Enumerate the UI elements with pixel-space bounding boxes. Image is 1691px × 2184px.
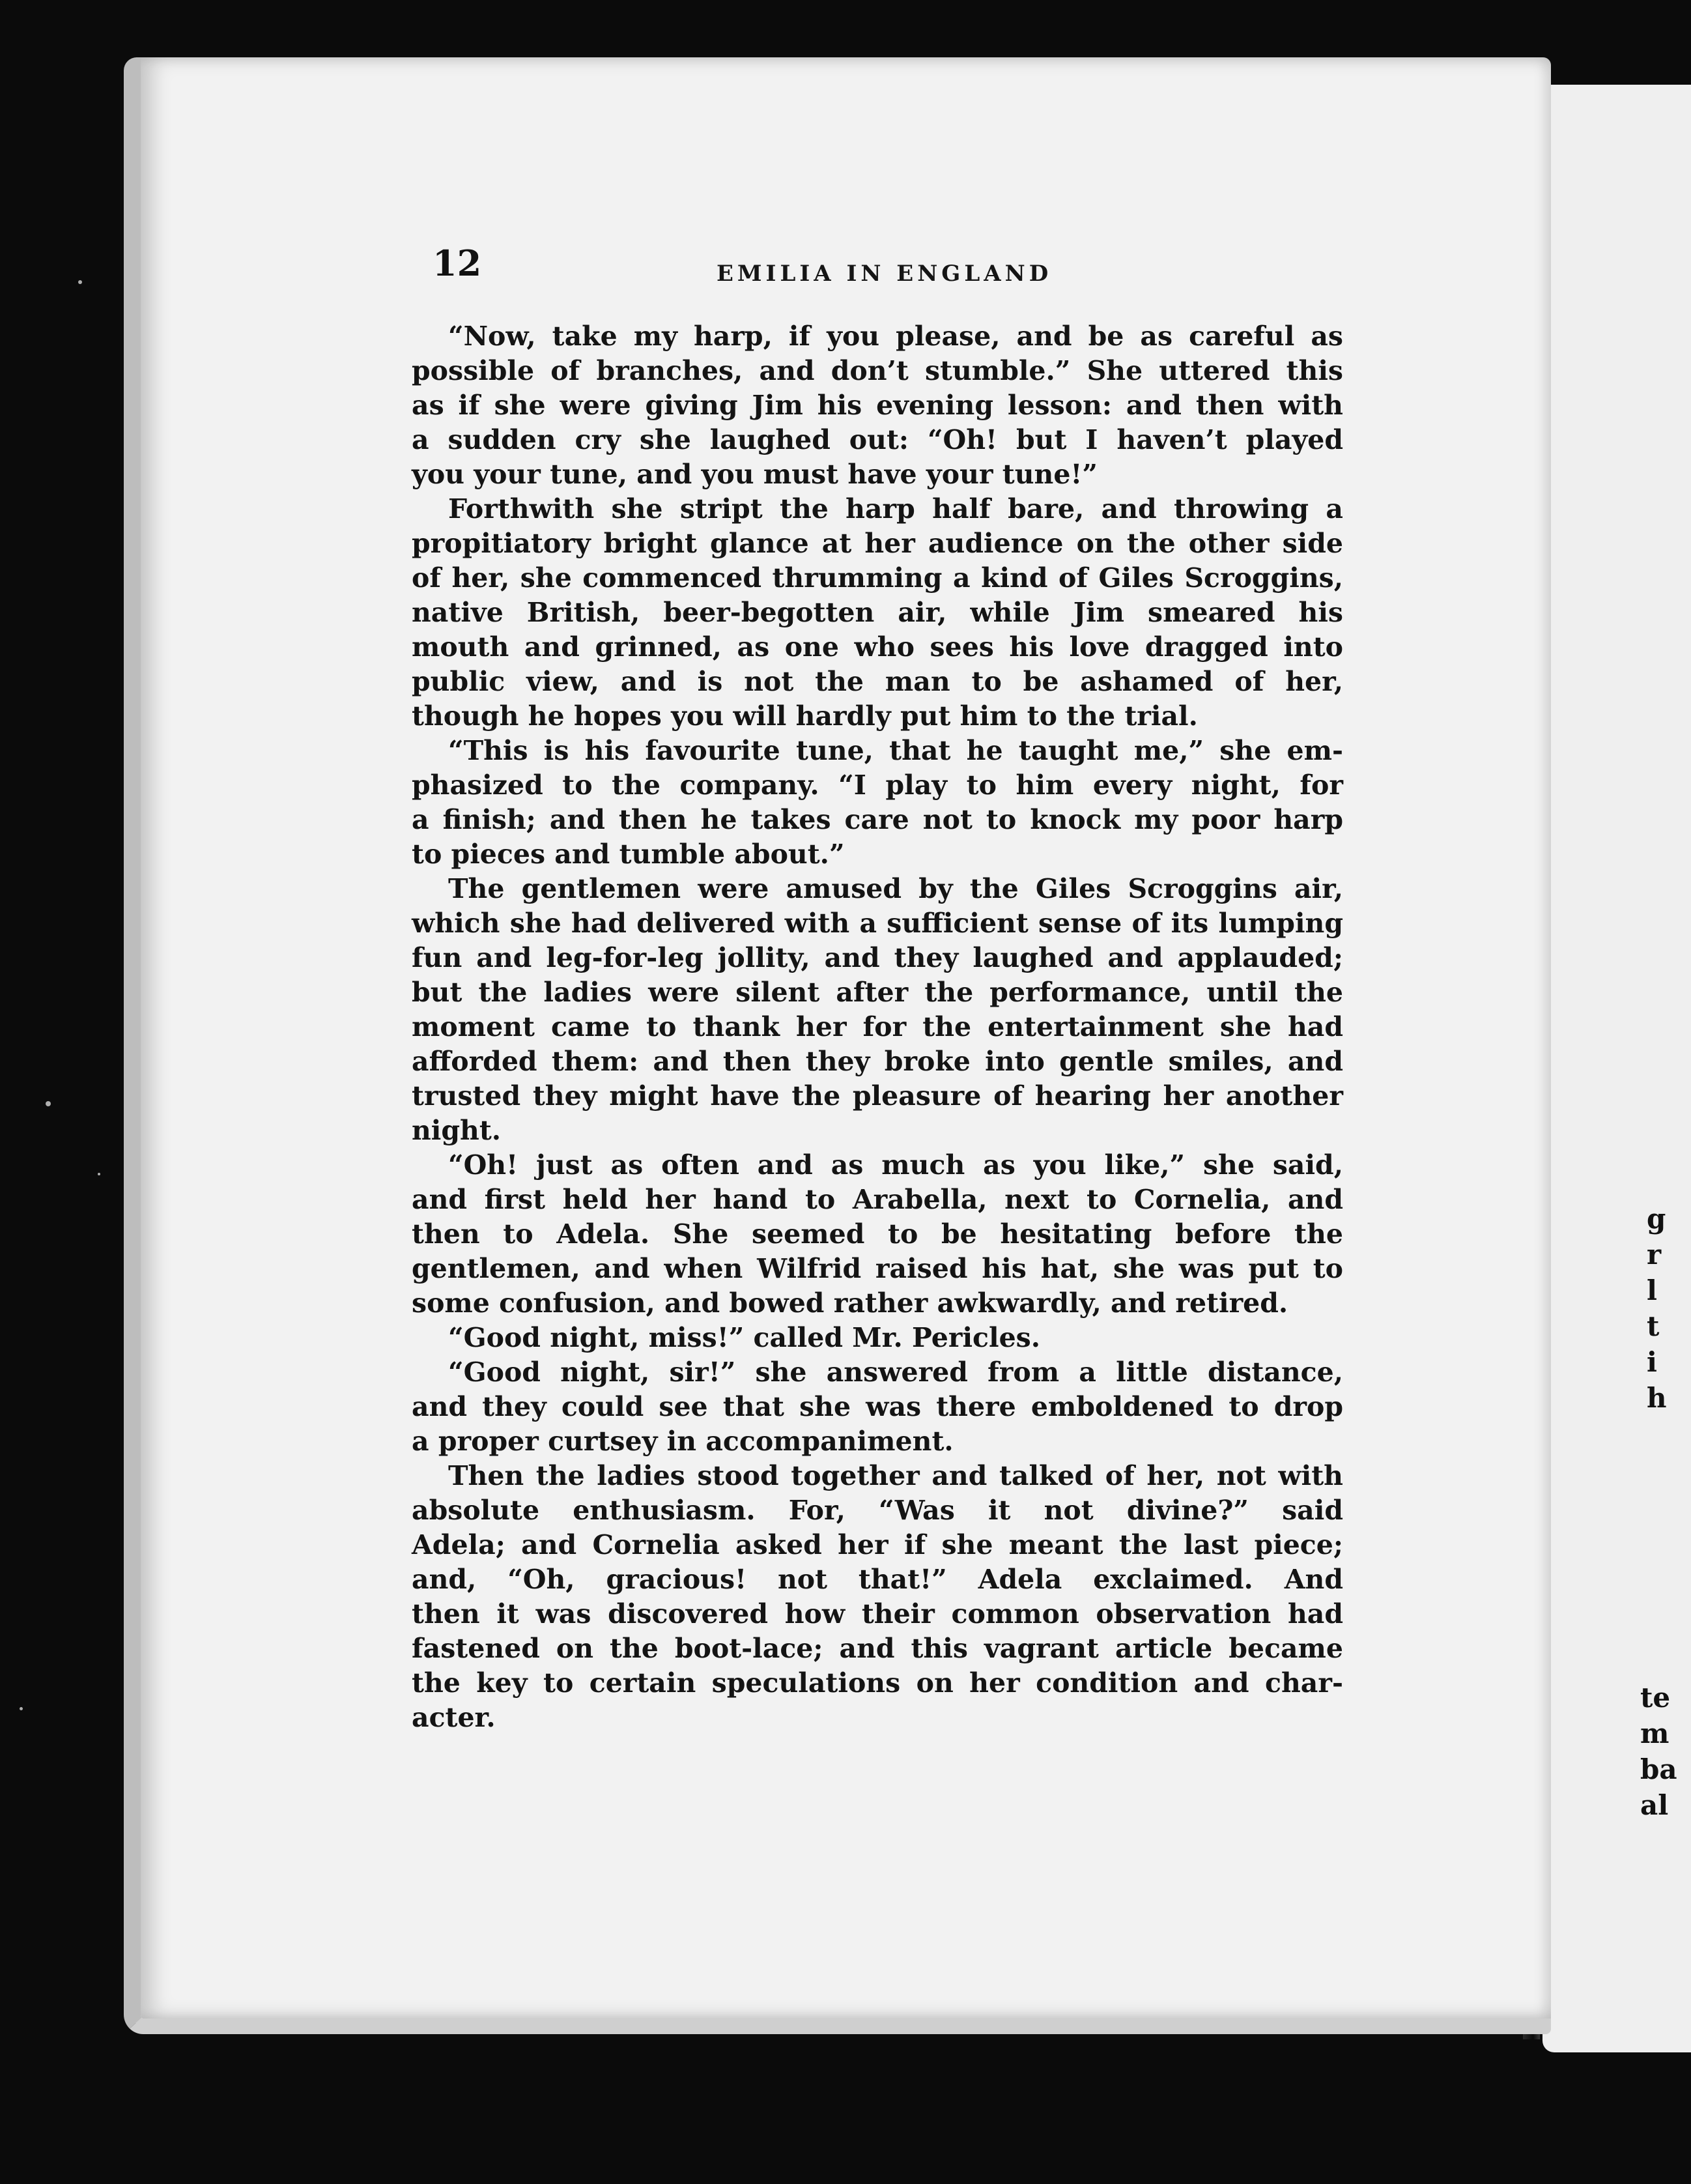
text-line: and first held her hand to Arabella, next to Cornelia, and: [412, 1184, 1343, 1215]
text-line: “Good night, miss!” called Mr. Pericles.: [448, 1322, 1041, 1353]
text-line: though he hopes you will hardly put him to the trial.: [412, 700, 1198, 732]
text-line: and they could see that she was there emboldened to drop: [412, 1391, 1343, 1422]
text-line: native British, beer-begotten air, while Jim smeared his: [412, 597, 1343, 628]
text-line: trusted they might have the pleasure of hearing her another: [412, 1080, 1343, 1112]
text-line: “Oh! just as often and as much as you like,” she said,: [448, 1149, 1343, 1181]
facing-page-fragment: i: [1647, 1346, 1657, 1378]
text-line: moment came to thank her for the entertainment she had: [412, 1011, 1343, 1042]
text-line: some confusion, and bowed rather awkwardly, and retired.: [412, 1287, 1288, 1319]
facing-page-fragment: te: [1640, 1682, 1671, 1714]
text-line: then it was discovered how their common observation had: [412, 1598, 1343, 1630]
text-line: gentlemen, and when Wilfrid raised his hat, she was put to: [412, 1253, 1343, 1284]
text-line: night.: [412, 1115, 502, 1146]
facing-page-fragment: t: [1647, 1310, 1660, 1342]
text-line: phasized to the company. “I play to him every night, for: [412, 769, 1343, 801]
text-line: a finish; and then he takes care not to knock my poor harp: [412, 804, 1343, 835]
text-line: absolute enthusiasm. For, “Was it not divine?” said: [412, 1495, 1343, 1526]
facing-page-fragment: r: [1647, 1239, 1662, 1271]
text-line: The gentlemen were amused by the Giles Scroggins air,: [448, 873, 1343, 904]
facing-page-fragment: g: [1647, 1203, 1666, 1235]
text-line: a sudden cry she laughed out: “Oh! but I haven’t played: [412, 424, 1343, 455]
facing-page-fragment: m: [1640, 1717, 1670, 1749]
text-line: “Good night, sir!” she answered from a little distance,: [448, 1357, 1343, 1388]
fiber-speck: [20, 1707, 23, 1710]
body-text: [412, 319, 1343, 1735]
text-line: as if she were giving Jim his evening lesson: and then with: [412, 390, 1343, 421]
facing-page-fragment: l: [1647, 1274, 1657, 1306]
text-line: fastened on the boot-lace; and this vagrant article became: [412, 1633, 1343, 1664]
fiber-speck: [46, 1101, 51, 1106]
text-line: Forthwith she stript the harp half bare, and throwing a: [448, 493, 1343, 524]
text-line: to pieces and tumble about.”: [412, 839, 845, 870]
text-line: but the ladies were silent after the performance, until the: [412, 977, 1343, 1008]
text-line: “Now, take my harp, if you please, and be as careful as: [448, 321, 1343, 352]
text-line: “This is his favourite tune, that he taught me,” she em-: [448, 735, 1343, 766]
text-line: Adela; and Cornelia asked her if she meant the last piece;: [412, 1529, 1343, 1560]
facing-page-fragment: al: [1640, 1789, 1669, 1821]
text-line: propitiatory bright glance at her audience on the other side: [412, 528, 1343, 559]
facing-page: [1542, 85, 1691, 2052]
text-line: then to Adela. She seemed to be hesitating before the: [412, 1218, 1343, 1250]
text-line: public view, and is not the man to be ashamed of her,: [412, 666, 1343, 697]
fiber-speck: [98, 1173, 100, 1175]
facing-page-fragment: h: [1647, 1382, 1667, 1414]
fiber-speck: [78, 280, 82, 284]
text-line: and, “Oh, gracious! not that!” Adela exclaimed. And: [412, 1564, 1343, 1595]
text-line: the key to certain speculations on her condition and char-: [412, 1667, 1343, 1699]
text-line: afforded them: and then they broke into gentle smiles, and: [412, 1046, 1343, 1077]
page-number: 12: [433, 242, 482, 284]
text-line: which she had delivered with a sufficient sense of its lumping: [412, 908, 1343, 939]
facing-page-fragment: ba: [1640, 1753, 1677, 1785]
text-line: a proper curtsey in accompaniment.: [412, 1426, 954, 1457]
text-line: you your tune, and you must have your tune!”: [412, 459, 1098, 490]
text-line: acter.: [412, 1702, 496, 1733]
running-title: EMILIA IN ENGLAND: [717, 261, 1053, 287]
text-line: mouth and grinned, as one who sees his love dragged into: [412, 631, 1343, 663]
text-line: of her, she commenced thrumming a kind of Giles Scroggins,: [412, 562, 1343, 594]
text-line: Then the ladies stood together and talked of her, not with: [448, 1460, 1343, 1491]
text-line: fun and leg-for-leg jollity, and they laughed and applauded;: [412, 942, 1343, 973]
text-line: possible of branches, and don’t stumble.” She uttered this: [412, 355, 1343, 386]
